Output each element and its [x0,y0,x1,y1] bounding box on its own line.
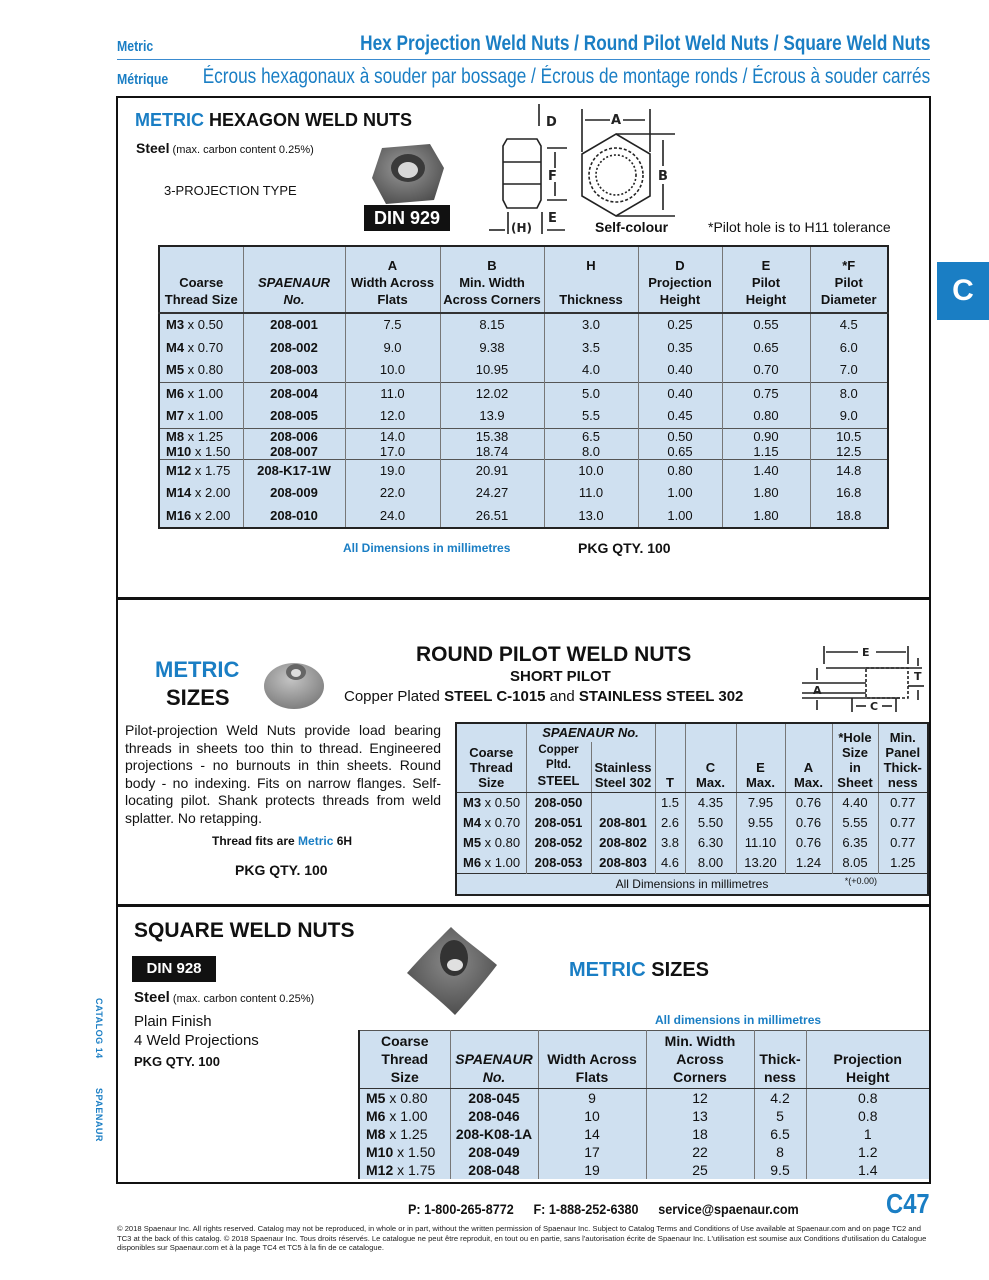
part-number-cell: 208-803 [591,853,655,874]
value-cell: 18.8 [810,505,888,529]
svg-text:E: E [862,646,870,659]
square-section-title: SQUARE WELD NUTS [134,919,355,942]
value-cell: 1.25 [878,853,928,874]
table-row [159,359,888,382]
value-cell: 0.40 [638,359,722,382]
value-cell: 0.80 [638,459,722,482]
value-cell: 5.50 [685,813,736,833]
value-cell: 0.35 [638,337,722,360]
value-cell: 8.15 [440,313,544,337]
value-cell: 12 [646,1089,754,1108]
value-cell: 26.51 [440,505,544,529]
svg-text:(H): (H) [511,221,533,235]
square-finish: Plain Finish [134,1013,212,1030]
value-cell: 0.45 [638,405,722,428]
table-row [359,1125,929,1143]
value-cell: 19.0 [345,459,440,482]
thread-size-cell: M7 x 1.00 [166,408,224,423]
value-cell: 5.5 [544,405,638,428]
svg-text:C: C [870,700,879,712]
table-row [159,459,888,482]
value-cell: 7.95 [736,793,785,814]
value-cell: 0.25 [638,313,722,337]
table-row [159,482,888,505]
part-number-cell: 208-049 [450,1143,538,1161]
value-cell: 0.55 [722,313,810,337]
hex-type: 3-PROJECTION TYPE [164,183,297,198]
value-cell: 11.0 [544,482,638,505]
value-cell: 25 [646,1161,754,1179]
value-cell: 20.91 [440,459,544,482]
part-number-cell: 208-K17-1W [243,459,345,482]
value-cell: 10.95 [440,359,544,382]
square-material: Steel (max. carbon content 0.25%) [134,989,315,1006]
round-material: Copper Plated STEEL C-1015 and STAINLESS STEEL 302 [344,688,744,705]
hex-pkg-qty: PKG QTY. 100 [578,540,671,556]
part-number-cell: 208-004 [243,382,345,405]
round-section-title: ROUND PILOT WELD NUTS [416,643,692,666]
value-cell: 1.80 [722,482,810,505]
hex-tolerance-note: *Pilot hole is to H11 tolerance [708,219,891,235]
table-row [159,337,888,360]
value-cell: 12.02 [440,382,544,405]
hex-spec-table [158,245,889,529]
value-cell: 11.10 [736,833,785,853]
part-number-cell: 208-006 [243,428,345,444]
part-number-cell: 208-010 [243,505,345,529]
hex-dims-note: All Dimensions in millimetres [343,541,511,555]
thread-size-cell: M5 x 0.80 [463,835,521,850]
value-cell: 10.0 [345,359,440,382]
value-cell: 22 [646,1143,754,1161]
value-cell: 6.5 [754,1125,806,1143]
round-subtitle: SHORT PILOT [510,668,611,685]
value-cell: 1 [806,1125,929,1143]
value-cell: 19 [538,1161,646,1179]
value-cell: 1.4 [806,1161,929,1179]
part-number-cell: 208-050 [526,793,591,814]
round-spec-table [455,722,929,896]
table-row [359,1143,929,1161]
value-cell: 4.0 [544,359,638,382]
part-number-cell [591,793,655,814]
svg-text:E: E [548,211,557,226]
page-number: C47 [886,1188,930,1219]
hex-material: Steel (max. carbon content 0.25%) [136,140,314,156]
table-subheader-row: Copper Pltd. STEEL Stainless Steel 302 [456,742,928,793]
value-cell: 10 [538,1107,646,1125]
square-spec-table [358,1030,929,1179]
value-cell: 11.0 [345,382,440,405]
table-footer-row: All Dimensions in millimetres *(+0.00) [456,874,928,896]
value-cell: 9.38 [440,337,544,360]
table-row [359,1161,929,1179]
table-header-row: Coarse Thread Size SPAENAUR No. T C Max. E Max. A Max. *Hole Size in Sheet Min. Panel Thick- ness [456,723,928,742]
thread-size-cell: M10 x 1.50 [366,1144,436,1160]
value-cell: 10.5 [810,428,888,444]
part-number-cell: 208-007 [243,444,345,460]
value-cell: 0.77 [878,813,928,833]
part-number-cell: 208-005 [243,405,345,428]
legal-notice: © 2018 Spaenaur Inc. All rights reserved. Catalog may not be reproduced, in whole or in part, without the written permission of Spaenaur Inc. Subject to Catalog Terms and Conditions of Use available at Spaenaur.com and on page TC2 and TC3 at the back of this catalog. © 2018 Spaenaur Inc. Tous droits réservés. Le catalogue ne peut être reproduit, en tout ou en partie, sans l'autorisation écrite de Spaenaur Inc. L'utilisation est soumise aux Conditions d'utilisation du Catalogue disponibles sur Spaenaur.com et à la page TC4 et TC5 à la fin de ce catalogue. [117,1224,927,1252]
table-row [456,813,928,833]
round-thread-fits: Thread fits are Metric 6H [212,834,353,848]
thread-size-cell: M4 x 0.70 [166,339,224,355]
round-dimension-diagram [800,638,925,712]
value-cell: 0.65 [638,444,722,460]
svg-text:A: A [611,113,622,128]
value-cell: 13 [646,1107,754,1125]
thread-size-cell: M5 x 0.80 [366,1090,428,1106]
value-cell: 22.0 [345,482,440,505]
thread-size-cell: M4 x 0.70 [463,815,521,830]
square-nut-photo [405,925,499,1017]
value-cell: 0.40 [638,382,722,405]
hex-section-title: METRIC HEXAGON WELD NUTS [135,110,413,130]
value-cell: 4.35 [685,793,736,814]
value-cell: 4.5 [810,313,888,337]
round-description: Pilot-projection Weld Nuts provide load bearing threads in sheets too thin to thread. Engineered projections - no burnouts in thin sheets. Round body - no indexing. Fits on narrow flanges. Self-locating pilot. Shank protects threads from weld splatter. No retapping. [125,722,441,826]
value-cell: 8.0 [544,444,638,460]
value-cell: 9.55 [736,813,785,833]
round-metric-label: METRIC [155,657,240,682]
part-number-cell: 208-045 [450,1089,538,1108]
value-cell: 6.5 [544,428,638,444]
value-cell: 0.77 [878,833,928,853]
value-cell: 12.0 [345,405,440,428]
fax-number: F: 1-888-252-6380 [533,1201,639,1217]
value-cell: 17 [538,1143,646,1161]
part-number-cell: 208-001 [243,313,345,337]
table-header-row: Coarse Thread Size SPAENAUR No. Width Across Flats Min. Width Across Corners Thick- ness Projection Height [359,1031,929,1089]
table-row [159,382,888,405]
value-cell: 0.50 [638,428,722,444]
header-title-fr: Écrous hexagonaux à souder par bossage / Écrous de montage ronds / Écrous à souder carrés [202,65,930,88]
value-cell: 0.77 [878,793,928,814]
svg-text:F: F [548,169,557,184]
section-tab-c[interactable]: C [937,262,989,320]
value-cell: 8.0 [810,382,888,405]
thread-size-cell: M8 x 1.25 [366,1126,428,1142]
value-cell: 8.05 [832,853,878,874]
round-nut-photo [262,654,326,710]
part-number-cell: 208-802 [591,833,655,853]
table-header-row: Coarse Thread Size SPAENAUR No. A Width Across Flats B Min. Width Across Corners H Thickness D Projection Height E Pilot Height *F Pilot Diameter [159,246,888,313]
value-cell: 0.8 [806,1107,929,1125]
value-cell: 3.0 [544,313,638,337]
catalog-label: CATALOG 14 [94,998,104,1059]
thread-size-cell: M6 x 1.00 [463,855,521,870]
value-cell: 5 [754,1107,806,1125]
value-cell: 0.70 [722,359,810,382]
page-header-fr [117,62,930,92]
header-category-fr: Métrique [117,71,169,88]
thread-size-cell: M3 x 0.50 [166,317,224,332]
part-number-cell: 208-046 [450,1107,538,1125]
svg-text:A: A [813,684,822,697]
value-cell: 1.80 [722,505,810,529]
value-cell: 5.0 [544,382,638,405]
part-number-cell: 208-052 [526,833,591,853]
value-cell: 7.0 [810,359,888,382]
value-cell: 13.9 [440,405,544,428]
hex-dimension-diagram [485,104,675,236]
value-cell: 14 [538,1125,646,1143]
square-dims-note: All dimensions in millimetres [655,1013,822,1027]
thread-size-cell: M8 x 1.25 [159,428,243,444]
section-divider [116,597,931,600]
value-cell: 6.0 [810,337,888,360]
thread-size-cell: M16 x 2.00 [166,507,231,523]
value-cell: 15.38 [440,428,544,444]
value-cell: 1.00 [638,505,722,529]
value-cell: 6.30 [685,833,736,853]
table-row [159,405,888,428]
din-928-badge: DIN 928 [132,956,216,982]
value-cell: 3.8 [655,833,685,853]
footer-contact [408,1201,815,1217]
hex-finish: Self-colour [595,219,669,235]
value-cell: 3.5 [544,337,638,360]
value-cell: 0.76 [785,813,832,833]
svg-text:T: T [914,670,922,683]
din-929-badge: DIN 929 [364,205,450,231]
svg-text:B: B [658,169,668,184]
phone-link[interactable]: P: 1-800-265-8772 [408,1201,514,1217]
thread-size-cell: M6 x 1.00 [159,382,243,405]
table-row [359,1107,929,1125]
value-cell: 1.5 [655,793,685,814]
round-sizes-label: SIZES [166,685,230,710]
brand-label: SPAENAUR [94,1088,104,1142]
round-pkg-qty: PKG QTY. 100 [235,862,328,878]
value-cell: 4.2 [754,1089,806,1108]
value-cell: 2.6 [655,813,685,833]
value-cell: 4.6 [655,853,685,874]
value-cell: 12.5 [810,444,888,460]
value-cell: 9.5 [754,1161,806,1179]
table-row [159,505,888,529]
value-cell: 10.0 [544,459,638,482]
value-cell: 0.65 [722,337,810,360]
value-cell: 18 [646,1125,754,1143]
value-cell: 9 [538,1089,646,1108]
hex-nut-photo [368,138,448,206]
value-cell: 8 [754,1143,806,1161]
table-row [456,833,928,853]
thread-size-cell: M6 x 1.00 [366,1108,428,1124]
square-metric-sizes: METRIC SIZES [569,959,710,981]
value-cell: 14.0 [345,428,440,444]
part-number-cell: 208-003 [243,359,345,382]
table-row [159,313,888,337]
thread-size-cell: M5 x 0.80 [166,362,224,377]
section-divider [116,904,931,907]
square-projections: 4 Weld Projections [134,1032,259,1049]
header-category-en: Metric [117,38,154,55]
thread-size-cell: M3 x 0.50 [463,795,521,810]
thread-size-cell: M12 x 1.75 [366,1162,436,1178]
value-cell: 16.8 [810,482,888,505]
table-row [359,1089,929,1108]
value-cell: 8.00 [685,853,736,874]
value-cell: 1.24 [785,853,832,874]
email-link[interactable]: service@spaenaur.com [658,1201,799,1217]
value-cell: 1.40 [722,459,810,482]
value-cell: 0.8 [806,1089,929,1108]
value-cell: 5.55 [832,813,878,833]
thread-size-cell: M10 x 1.50 [166,443,231,459]
value-cell: 18.74 [440,444,544,460]
part-number-cell: 208-009 [243,482,345,505]
value-cell: 0.76 [785,833,832,853]
part-number-cell: 208-002 [243,337,345,360]
table-row [456,793,928,814]
value-cell: 14.8 [810,459,888,482]
value-cell: 1.15 [722,444,810,460]
value-cell: 1.2 [806,1143,929,1161]
svg-text:D: D [546,115,557,130]
table-row [159,428,888,444]
value-cell: 4.40 [832,793,878,814]
thread-size-cell: M12 x 1.75 [159,459,243,482]
value-cell: 1.00 [638,482,722,505]
part-number-cell: 208-K08-1A [450,1125,538,1143]
square-pkg-qty: PKG QTY. 100 [134,1054,220,1069]
table-row [159,444,888,460]
part-number-cell: 208-801 [591,813,655,833]
part-number-cell: 208-053 [526,853,591,874]
page-header-en [117,30,930,60]
value-cell: 9.0 [345,337,440,360]
header-title-en: Hex Projection Weld Nuts / Round Pilot Weld Nuts / Square Weld Nuts [359,32,930,55]
value-cell: 13.20 [736,853,785,874]
value-cell: 0.80 [722,405,810,428]
part-number-cell: 208-051 [526,813,591,833]
value-cell: 7.5 [345,313,440,337]
value-cell: 9.0 [810,405,888,428]
value-cell: 0.90 [722,428,810,444]
value-cell: 0.76 [785,793,832,814]
value-cell: 17.0 [345,444,440,460]
value-cell: 0.75 [722,382,810,405]
value-cell: 13.0 [544,505,638,529]
value-cell: 6.35 [832,833,878,853]
value-cell: 24.0 [345,505,440,529]
value-cell: 24.27 [440,482,544,505]
part-number-cell: 208-048 [450,1161,538,1179]
thread-size-cell: M14 x 2.00 [166,485,231,500]
